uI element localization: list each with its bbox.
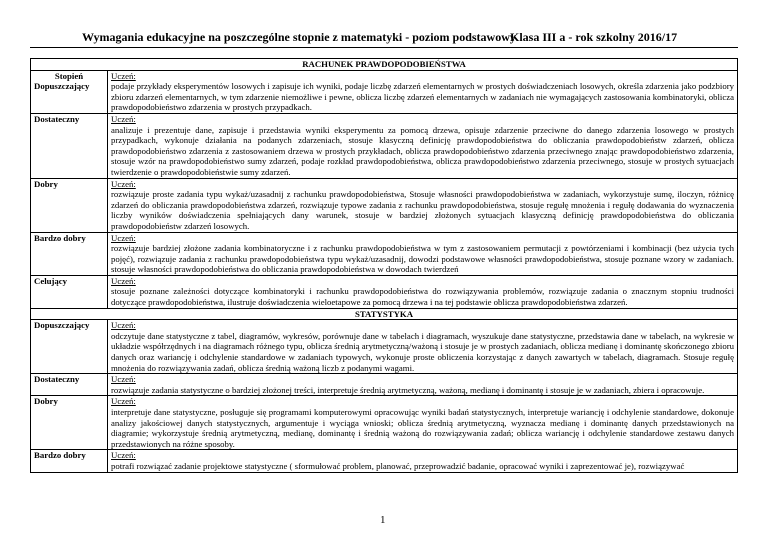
table-row xyxy=(31,275,738,308)
uczen-label: Uczeń: xyxy=(111,70,136,81)
requirement-text: analizuje i prezentuje dane, zapisuje i przedstawia wyniki eksperymentu za pomocą drzewa, opisuje zdarzenie przeciwne do danego zdarzenia losowego w prostych przypadkach, wykonuje działania na podanych zdarzeniach, stosuje klasyczną definicję prawdopodobieństwa do obliczania prawdopodobieństw zdarzeń, oblicza prawdopodobieństwo zdarzenia z zastosowaniem drzewa w prostych przykładach, oblicza prawdopodobieństwo zdarzenia przeciwnego znając prawdopodobieństwo zdarzenia, stosuje wzór na prawdopodobieństwo sumy zdarzeń, podaje rozkład prawdopodobieństwa, oblicza prawdopodobieństwo zdarzenia przeciwnego, stosuje w prostych sytuacjach twierdzenie o prawdopodobieństwie sumy zdarzeń. xyxy=(111,124,734,177)
table-row xyxy=(31,232,738,275)
table-row xyxy=(31,396,738,450)
grade-label: Dostateczny xyxy=(34,113,80,124)
requirements-cell xyxy=(108,113,738,178)
section-header-row xyxy=(31,308,738,320)
requirement-text: stosuje poznane zależności dotyczące kombinatoryki i rachunku prawdopodobieństwa do rozwiązywania problemów, rozwiązuje zadania o znacznym stopniu trudności dotyczące prawdopodobieństwa, ilustruje doświadczenia wieloetapowe za pomocą drzewa i na tej podstawie oblicza prawdopodobieństwa zdarzeń. xyxy=(111,286,734,308)
requirement-text: rozwiązuje proste zadania typu wykaż/uzasadnij z rachunku prawdopodobieństwa, Stosuje własności prawdopodobieństwa w zadaniach, wykorzystuje sumę, iloczyn, różnicę zdarzeń do obliczania prawdopodobieństwa zdarzeń, rozwiązuje typowe zadania z rachunku prawdopodobieństwa, stosuje regułę mnożenia i regułę dodawania do wyznaczenia liczby wyników doświadczenia spełniających dany warunek, stosuje w bardziej złożonych sytuacjach klasyczną definicję prawdopodobieństwa do obliczania prawdopodobieństw zdarzeń losowych. xyxy=(111,189,734,231)
requirement-text: rozwiązuje zadania statystyczne o bardziej złożonej treści, interpretuje średnią arytmetyczną, ważoną, medianę i dominantę i stosuje je w zadaniach, zbiera i opracowuje. xyxy=(111,384,705,395)
grade-label: Dopuszczający xyxy=(34,320,90,331)
requirement-text: potrafi rozwiązać zadanie projektowe statystyczne ( sformułować problem, planować, przeprowadzić badanie, opracować wyniki i zaprezentować je), rozwiązywać xyxy=(111,460,685,471)
requirement-text: rozwiązuje bardziej złożone zadania kombinatoryczne i z rachunku prawdopodobieństwa w tym z zastosowaniem permutacji z powtórzeniami i kombinacji (bez użycia tych pojęć), rozwiązuje zadania z rachunku prawdopodobieństwa typu wykaż/uzasadnij, dowodzi podstawowe własności prawdopodobieństwa, stosuje poznane wzory w zadaniach. stosuje własności prawdopodobieństwa do obliczania prawdopodobieństwa w dowodach twierdzeń xyxy=(111,243,734,275)
uczen-label: Uczeń: xyxy=(111,450,136,461)
table-row xyxy=(31,70,738,113)
grade-cell xyxy=(31,232,108,275)
requirements-cell xyxy=(108,275,738,308)
requirement-text: interpretuje dane statystyczne, posługuje się programami komputerowymi opracowując wyniki badań statystycznych, interpretuje wariancję i odchylenie standardowe, dokonuje analizy jakościowej danych statystycznych, argumentuje i wyciąga wnioski; oblicza średnią arytmetyczną, wyznacza medianę i dominantę danych przedstawionych na diagramie; wykorzystuje średnią arytmetyczną, medianę, dominantę i średnią ważoną do rozwiązywania zadań; oblicza wariancję i odchylenie standardowe zestawu danych przedstawionych na różne sposoby. xyxy=(111,407,734,449)
table-row xyxy=(31,374,738,396)
requirements-cell xyxy=(108,320,738,374)
uczen-label: Uczeń: xyxy=(111,275,136,286)
table-row xyxy=(31,113,738,178)
document-title: Wymagania edukacyjne na poszczególne stopnie z matematyki - poziom podstawowy xyxy=(82,30,516,44)
page-number: 1 xyxy=(380,514,386,526)
uczen-label: Uczeń: xyxy=(111,374,136,385)
grade-label: Dopuszczający xyxy=(34,81,90,92)
grade-cell xyxy=(31,113,108,178)
table-row xyxy=(31,320,738,374)
grade-cell xyxy=(31,178,108,232)
requirements-cell xyxy=(108,232,738,275)
grade-cell xyxy=(31,396,108,450)
class-info: Klasa III a - rok szkolny 2016/17 xyxy=(510,30,678,44)
requirement-text: odczytuje dane statystyczne z tabel, diagramów, wykresów, porównuje dane w tabelach i diagramach, wyszukuje dane statystyczne, przedstawia dane w tabelach, na wykresie w układzie współrzędnych i na diagramach różnego typu, oblicza średnią arytmetyczną/ważoną i stosuje je w prostych zadaniach, oblicza medianę i dominantę skończonego zbioru danych oraz wariancję i odchylenie standardowe w zadaniach typowych, wykonuje proste obliczenia korzystając z danych zawartych w tabelach, diagramach. Stosuje regułę mnożenia do rozwiązywania zadań, oblicza średnią ważoną liczb z podanymi wagami. xyxy=(111,330,734,373)
uczen-label: Uczeń: xyxy=(111,320,136,331)
uczen-label: Uczeń: xyxy=(111,396,136,407)
grade-cell xyxy=(31,70,108,113)
table-row xyxy=(31,178,738,232)
grade-label: Dobry xyxy=(34,178,58,189)
header-rule xyxy=(30,47,738,48)
grade-label: Dostateczny xyxy=(34,374,80,385)
grade-cell xyxy=(31,374,108,396)
section-header-row xyxy=(31,59,738,71)
uczen-label: Uczeń: xyxy=(111,113,136,124)
section-title-probability: RACHUNEK PRAWDOPODOBIEŃSTWA xyxy=(31,59,738,71)
grade-label: Bardzo dobry xyxy=(34,450,86,461)
grade-label: Bardzo dobry xyxy=(34,232,86,243)
uczen-label: Uczeń: xyxy=(111,232,136,243)
requirements-cell xyxy=(108,374,738,396)
requirements-table xyxy=(30,58,738,473)
requirements-cell xyxy=(108,178,738,232)
grade-label: Dobry xyxy=(34,396,58,407)
requirement-text: podaje przykłady eksperymentów losowych i zapisuje ich wyniki, podaje liczbę zdarzeń elementarnych w prostych doświadczeniach losowych, określa zdarzenia jako podzbiory zbioru zdarzeń elementarnych, w tym zdarzenie niemożliwe i pewne, oblicza liczbę zdarzeń elementarnych w zadaniach nie wymagających zastosowania kombinatoryki, oblicza prawdopodobieństwo zdarzenia w prostych przypadkach. xyxy=(111,81,734,113)
grade-label: Celujący xyxy=(34,275,68,286)
section-title-statistics: STATYSTYKA xyxy=(31,308,738,320)
requirements-cell xyxy=(108,70,738,113)
requirements-cell xyxy=(108,396,738,450)
uczen-label: Uczeń: xyxy=(111,178,136,189)
grade-cell xyxy=(31,450,108,472)
grade-cell xyxy=(31,275,108,308)
table-row xyxy=(31,450,738,472)
requirements-cell xyxy=(108,450,738,472)
stopien-label: Stopień xyxy=(54,70,84,81)
grade-cell xyxy=(31,320,108,374)
